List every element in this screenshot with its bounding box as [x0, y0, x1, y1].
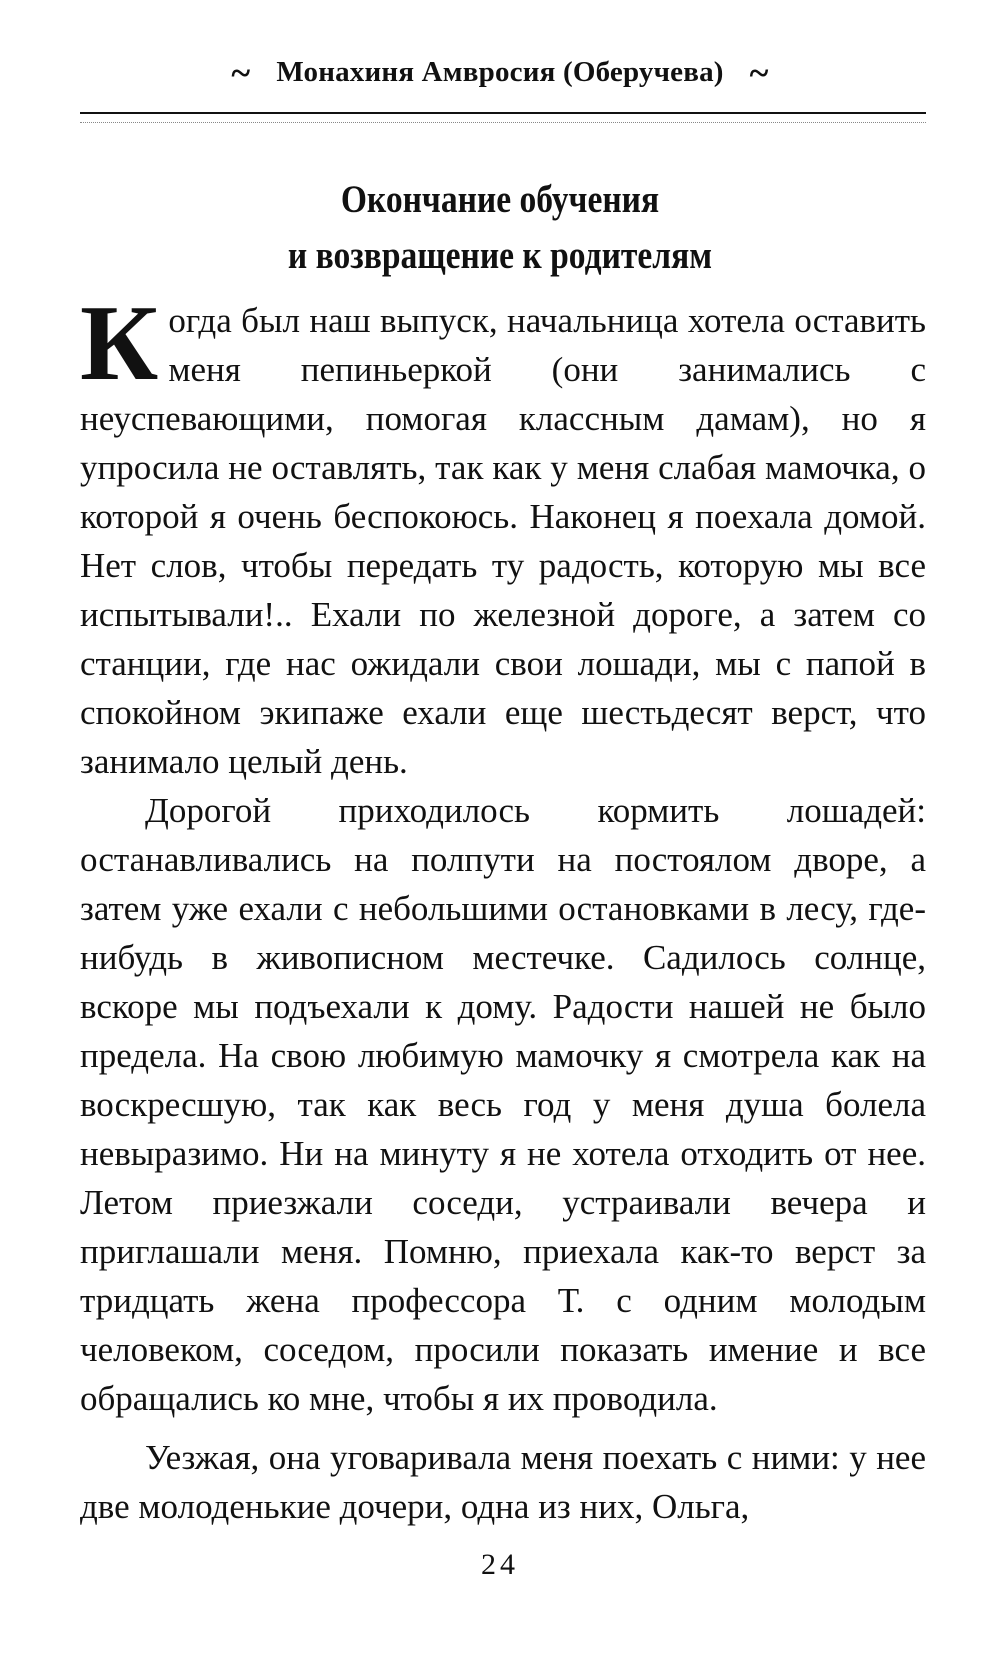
page-number: 24 — [481, 1548, 519, 1581]
drop-cap: К — [80, 284, 159, 403]
body-text — [80, 284, 926, 1531]
ornament-left: ~ — [231, 53, 251, 93]
chapter-title-line-2: и возвращение к родителям — [287, 234, 713, 277]
header-rule — [80, 112, 926, 114]
chapter-title-line-1: Окончание обучения — [340, 178, 660, 221]
paragraph-3: Уезжая, она уговаривала меня поехать с ними: у нее две молоденькие дочери, одна из них, Ольга, — [80, 1438, 926, 1526]
header-dotted-rule — [80, 122, 926, 123]
chapter-title — [70, 172, 930, 284]
running-header — [0, 52, 1000, 94]
running-title: Монахиня Амвросия (Оберучева) — [276, 56, 724, 88]
ornament-right: ~ — [749, 53, 769, 93]
paragraph-2: Дорогой приходилось кормить лошадей: останавливались на полпути на постоялом дворе, а затем уже ехали с небольшими остановками в лесу, где-нибудь в живописном местечке. Садилось солнце, вскоре мы подъехали к дому. Радости нашей не было предела. На свою любимую мамочку я смотрела как на воскресшую, так как весь год у меня душа болела невыразимо. Ни на минуту я не хотела отходить от нее. Летом приезжали соседи, устраивали вечера и приглашали меня. Помню, приехала как-то верст за тридцать жена профессора Т. с одним молодым человеком, соседом, просили показать имение и все обращались ко мне, чтобы я их проводила. — [80, 791, 926, 1418]
paragraph-1-text: огда был наш выпуск, начальница хотела оставить меня пепиньеркой (они занимались с неуспевающими, помогая классным дамам), но я упросила не оставлять, так как у меня слабая мамочка, о которой я очень беспокоюсь. Наконец я поехала домой. Нет слов, чтобы передать ту радость, которую мы все испытывали!.. Ехали по железной дороге, а затем со станции, где нас ожидали свои лошади, мы с папой в спокойном экипаже ехали еще шестьдесят верст, что занимало целый день. — [80, 301, 926, 781]
paragraph-1 — [80, 284, 926, 786]
